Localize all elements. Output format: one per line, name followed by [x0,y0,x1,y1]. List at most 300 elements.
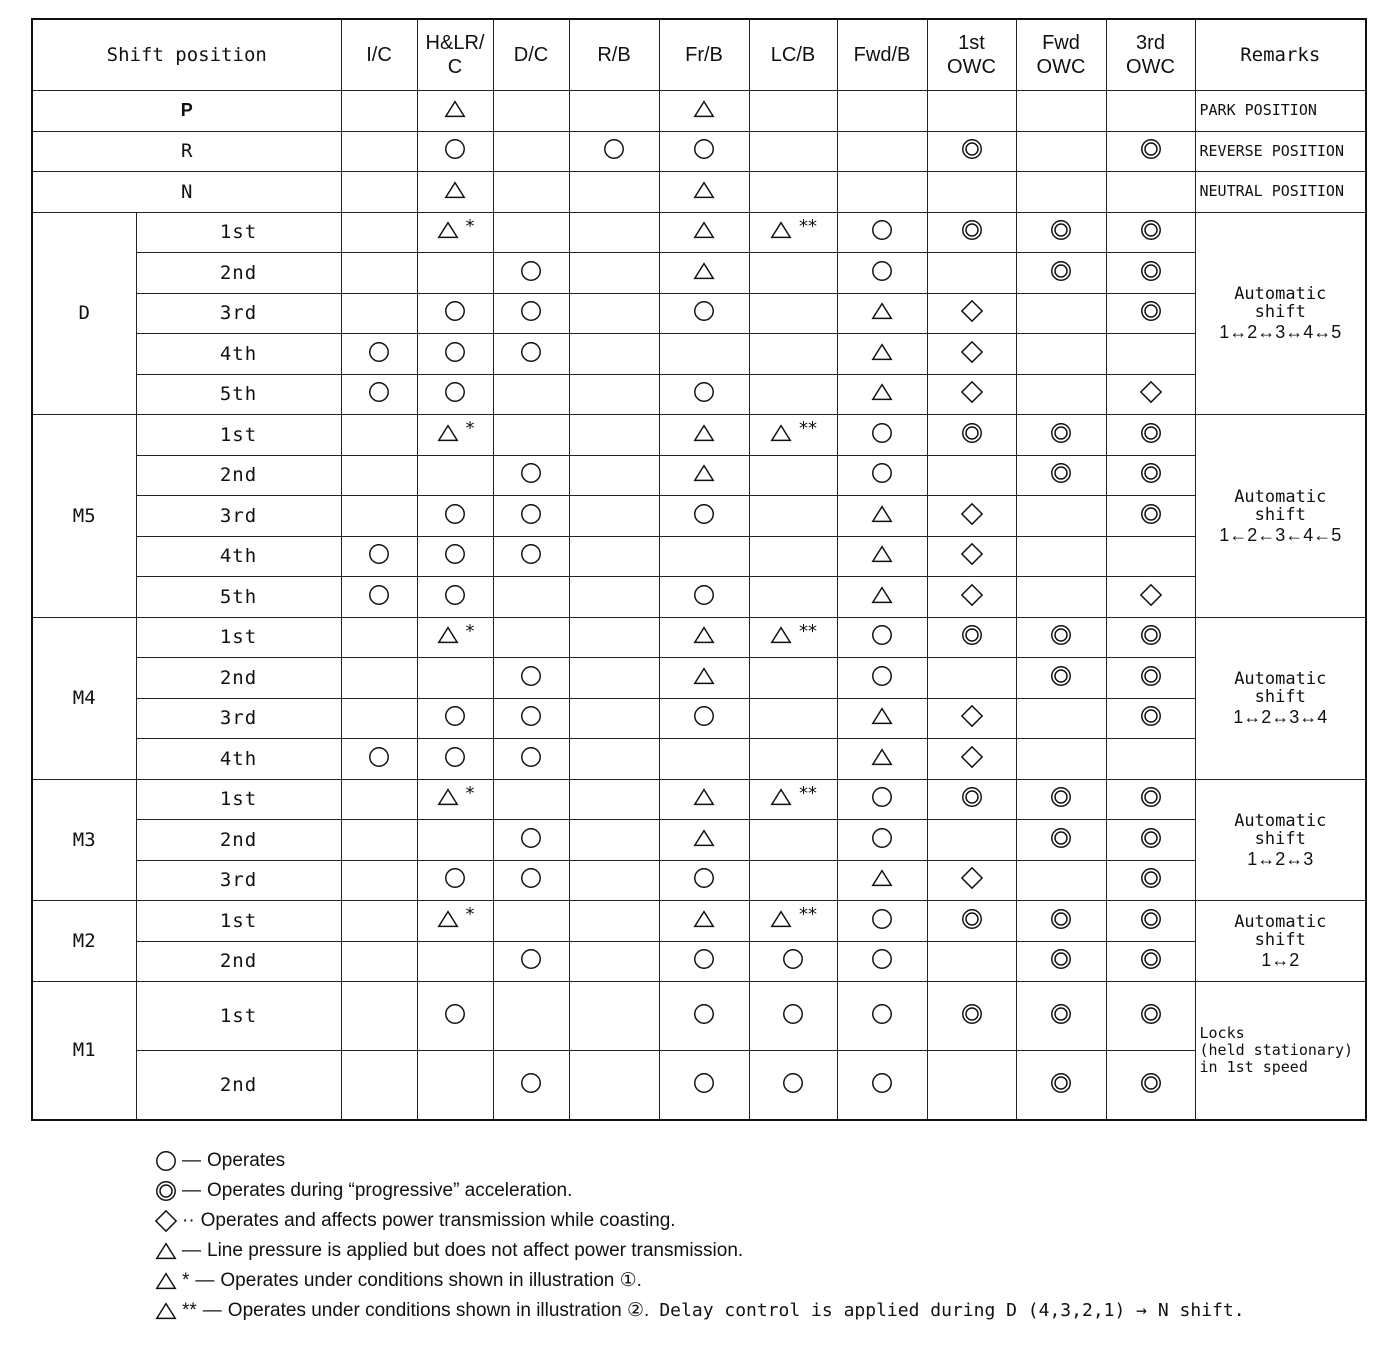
cell [1016,293,1106,334]
cell [569,131,659,172]
cell [837,415,927,456]
symbol-mark [367,380,391,404]
asterisk-note: * [465,620,475,642]
cell [927,91,1016,132]
operates-circle-icon [781,1071,805,1095]
symbol-mark [870,421,894,445]
symbol-mark [602,137,626,161]
cell [659,941,749,982]
double-circle-icon [1139,704,1163,728]
cell [493,455,569,496]
gear-row [32,860,1366,901]
cell [341,536,417,577]
cell [659,172,749,213]
cell [569,172,659,213]
header-lcb: LC/B [749,19,837,91]
symbol-mark [1049,1071,1073,1095]
cell [1106,698,1195,739]
cell [1106,91,1195,132]
asterisk-note: * [465,904,475,926]
legend-asterisk: * [182,1270,190,1291]
cell [659,1051,749,1120]
symbol-mark [870,1002,894,1026]
cell [569,820,659,861]
symbol-mark [769,620,817,647]
symbol-mark [1139,137,1163,161]
symbol-mark [870,340,894,364]
symbol-mark [692,259,716,283]
cell [1016,536,1106,577]
double-circle-icon [1139,664,1163,688]
cell [927,698,1016,739]
cell [837,91,927,132]
operates-circle-icon [519,1071,543,1095]
cell [749,577,837,618]
operates-circle-icon [519,299,543,323]
symbol-mark [1139,826,1163,850]
symbol-mark [519,826,543,850]
cell [569,1051,659,1120]
cell [569,658,659,699]
cell [569,779,659,820]
cell [341,658,417,699]
triangle-icon [436,218,460,242]
symbol-mark [870,502,894,526]
cell [569,698,659,739]
symbol-mark [519,866,543,890]
gear-row [32,698,1366,739]
cell [749,374,837,415]
double-circle-icon [1139,218,1163,242]
cell [927,172,1016,213]
symbol-mark [443,866,467,890]
cell [837,698,927,739]
cell [837,293,927,334]
triangle-icon [870,340,894,364]
double-circle-icon [1139,421,1163,445]
gear-label: 2nd [136,820,341,861]
symbol-mark [1139,947,1163,971]
symbol-mark [769,418,817,445]
cell [1106,901,1195,942]
symbol-mark [870,299,894,323]
symbol-mark [692,137,716,161]
operates-circle-icon [870,421,894,445]
double-circle-icon [1139,1002,1163,1026]
symbol-mark [519,1071,543,1095]
triangle-icon [870,866,894,890]
triangle-icon [870,299,894,323]
cell [341,779,417,820]
symbol-mark [870,704,894,728]
symbol-mark [1139,502,1163,526]
symbol-mark [960,1002,984,1026]
symbol-mark [436,904,475,931]
cell [927,334,1016,375]
header-remarks: Remarks [1195,19,1366,91]
shift-operation-table [31,18,1367,1121]
legend-item [154,1206,1245,1236]
symbol-mark [1049,664,1073,688]
symbol-mark [443,745,467,769]
remark [1195,212,1366,415]
header-rb: R/B [569,19,659,91]
triangle-icon [769,623,793,647]
symbol-mark [870,866,894,890]
cell [569,982,659,1051]
symbol-mark [443,542,467,566]
cell [1106,941,1195,982]
cell [1106,131,1195,172]
double-circle-icon [154,1179,178,1203]
symbol-mark [960,502,984,526]
cell [417,131,493,172]
cell [493,334,569,375]
asterisk-note: * [465,782,475,804]
diamond-icon [960,380,984,404]
cell [341,172,417,213]
cell [927,820,1016,861]
header-frb: Fr/B [659,19,749,91]
operates-circle-icon [443,340,467,364]
double-circle-icon [1139,299,1163,323]
cell [1106,172,1195,213]
symbol-mark [1049,259,1073,283]
triangle-icon [692,907,716,931]
range-label: M1 [32,982,136,1120]
gear-label: 5th [136,577,341,618]
triangle-icon [443,97,467,121]
cell [493,739,569,780]
symbol-mark [443,97,467,121]
operates-circle-icon [692,947,716,971]
cell [417,982,493,1051]
cell [1016,982,1106,1051]
symbol-mark [1049,218,1073,242]
symbol-mark [692,178,716,202]
cell [341,941,417,982]
cell [569,374,659,415]
cell [927,415,1016,456]
gear-label: 2nd [136,253,341,294]
symbol-mark [960,745,984,769]
cell [417,212,493,253]
symbol-mark [781,1071,805,1095]
gear-row [32,901,1366,942]
symbol-mark [870,826,894,850]
position-row-n [32,172,1366,213]
header-fwd-owc: Fwd OWC [1016,19,1106,91]
symbol-mark [870,380,894,404]
gear-label: 2nd [136,941,341,982]
operates-circle-icon [870,664,894,688]
gear-row [32,820,1366,861]
cell [659,779,749,820]
operates-circle-icon [443,380,467,404]
cell [1016,334,1106,375]
remark-shift-sequence: 1↔2↔3↔4 [1233,707,1328,727]
cell [749,698,837,739]
operates-circle-icon [692,502,716,526]
operates-circle-icon [781,1002,805,1026]
legend-dash: ·· [182,1210,195,1231]
operates-circle-icon [519,947,543,971]
cell [341,901,417,942]
operates-circle-icon [692,583,716,607]
symbol-mark [367,583,391,607]
cell [417,253,493,294]
cell [837,172,927,213]
symbol-mark [781,947,805,971]
cell [1016,860,1106,901]
triangle-icon [154,1269,178,1293]
operates-circle-icon [443,866,467,890]
legend-text: Operates [207,1150,286,1171]
cell [417,901,493,942]
symbol-mark [519,299,543,323]
gear-label: 2nd [136,658,341,699]
cell [417,698,493,739]
cell [927,901,1016,942]
symbol-mark [692,664,716,688]
cell [417,658,493,699]
cell [1106,455,1195,496]
cell [341,253,417,294]
cell [1106,982,1195,1051]
gear-row [32,536,1366,577]
gear-label: 4th [136,536,341,577]
legend-extra-note: Delay control is applied during D (4,3,2,1) → N shift. [659,1300,1245,1321]
double-circle-icon [1049,1071,1073,1095]
cell [569,293,659,334]
cell [493,415,569,456]
operates-circle-icon [870,826,894,850]
triangle-icon [692,623,716,647]
symbol-mark [870,218,894,242]
header-dc: D/C [493,19,569,91]
cell [417,415,493,456]
cell [927,131,1016,172]
cell [493,374,569,415]
cell [569,617,659,658]
cell [659,496,749,537]
cell [569,415,659,456]
remark-title: Automatic shift [1234,810,1327,849]
double-circle-icon [1049,826,1073,850]
gear-row [32,617,1366,658]
remark: REVERSE POSITION [1195,131,1366,172]
legend-item [154,1146,1245,1176]
gear-row [32,739,1366,780]
cell [837,374,927,415]
operates-circle-icon [519,461,543,485]
cell [493,172,569,213]
cell [659,739,749,780]
gear-label: 1st [136,982,341,1051]
double-circle-icon [960,218,984,242]
cell [341,496,417,537]
symbol-mark [692,380,716,404]
remark-title: Automatic shift [1234,669,1327,707]
operates-circle-icon [519,826,543,850]
cell [659,577,749,618]
operates-circle-icon [443,745,467,769]
symbol-mark [436,782,475,809]
cell [1106,860,1195,901]
symbol-mark [436,620,475,647]
asterisk-note: ** [799,782,817,804]
cell [1016,901,1106,942]
operates-circle-icon [443,542,467,566]
remark [1195,982,1366,1120]
gear-label: 3rd [136,496,341,537]
cell [1016,698,1106,739]
operates-circle-icon [602,137,626,161]
cell [927,293,1016,334]
diamond-icon [960,542,984,566]
symbol-mark [692,502,716,526]
diamond-icon [960,704,984,728]
symbol-mark [960,866,984,890]
cell [837,617,927,658]
symbol-mark [1049,947,1073,971]
triangle-icon [154,1299,178,1323]
cell [659,982,749,1051]
cell [1106,658,1195,699]
cell [417,536,493,577]
operates-circle-icon [443,137,467,161]
cell [341,91,417,132]
triangle-icon [692,218,716,242]
cell [1106,253,1195,294]
symbol-mark [1049,826,1073,850]
symbol-mark [1139,461,1163,485]
cell [1016,415,1106,456]
gear-label: 1st [136,901,341,942]
cell [1016,577,1106,618]
cell [493,617,569,658]
cell [837,820,927,861]
cell [927,455,1016,496]
cell [837,334,927,375]
cell [1106,415,1195,456]
cell [837,739,927,780]
symbol-mark [960,299,984,323]
symbol-mark [870,745,894,769]
symbol-mark [870,623,894,647]
symbol-mark [692,785,716,809]
symbol-mark [870,947,894,971]
symbol-mark [443,380,467,404]
cell [927,1051,1016,1120]
cell [493,941,569,982]
double-circle-icon [1049,947,1073,971]
triangle-icon [870,583,894,607]
cell [417,779,493,820]
cell [1016,658,1106,699]
cell [493,131,569,172]
cell [1106,739,1195,780]
symbol-mark [692,826,716,850]
gear-label: 2nd [136,1051,341,1120]
cell [659,455,749,496]
cell [493,91,569,132]
legend-item [154,1266,1245,1296]
symbol-mark [367,542,391,566]
double-circle-icon [1139,785,1163,809]
operates-circle-icon [154,1149,178,1173]
diamond-icon [960,583,984,607]
cell [749,982,837,1051]
cell [569,496,659,537]
gear-row [32,1051,1366,1120]
symbol-mark [443,704,467,728]
gear-row [32,293,1366,334]
cell [1016,374,1106,415]
cell [837,1051,927,1120]
cell [749,779,837,820]
gear-label: 3rd [136,698,341,739]
cell [927,982,1016,1051]
symbol-mark [870,907,894,931]
remark-shift-sequence: 1↔2 [1261,950,1300,970]
cell [493,820,569,861]
cell [341,415,417,456]
cell [927,860,1016,901]
clutch-band-chart-container [31,18,1365,1321]
gear-label: 4th [136,739,341,780]
double-circle-icon [1139,137,1163,161]
symbol-mark [960,421,984,445]
cell [749,293,837,334]
legend-dash: — [182,1240,201,1261]
cell [493,536,569,577]
cell [659,415,749,456]
symbol-mark [519,542,543,566]
symbol-mark [692,299,716,323]
operates-circle-icon [781,947,805,971]
asterisk-note: ** [799,620,817,642]
double-circle-icon [1049,1002,1073,1026]
operates-circle-icon [870,907,894,931]
symbol-mark [367,745,391,769]
double-circle-icon [1139,947,1163,971]
triangle-icon [769,421,793,445]
gear-row [32,455,1366,496]
cell [1016,941,1106,982]
symbol-mark [1049,907,1073,931]
operates-circle-icon [443,1002,467,1026]
triangle-icon [154,1239,178,1263]
symbol-mark [1139,1071,1163,1095]
cell [417,91,493,132]
cell [659,536,749,577]
cell [1106,334,1195,375]
remark-title: Automatic shift [1234,912,1327,950]
cell [1016,739,1106,780]
cell [837,901,927,942]
symbol-mark [960,785,984,809]
remark [1195,779,1366,901]
triangle-icon [870,380,894,404]
cell [749,131,837,172]
operates-circle-icon [519,502,543,526]
operates-circle-icon [519,745,543,769]
remark-title: Locks (held stationary) in 1st speed [1199,1023,1354,1076]
header-3rd-owc: 3rd OWC [1106,19,1195,91]
symbol-mark [781,1002,805,1026]
cell [1016,820,1106,861]
